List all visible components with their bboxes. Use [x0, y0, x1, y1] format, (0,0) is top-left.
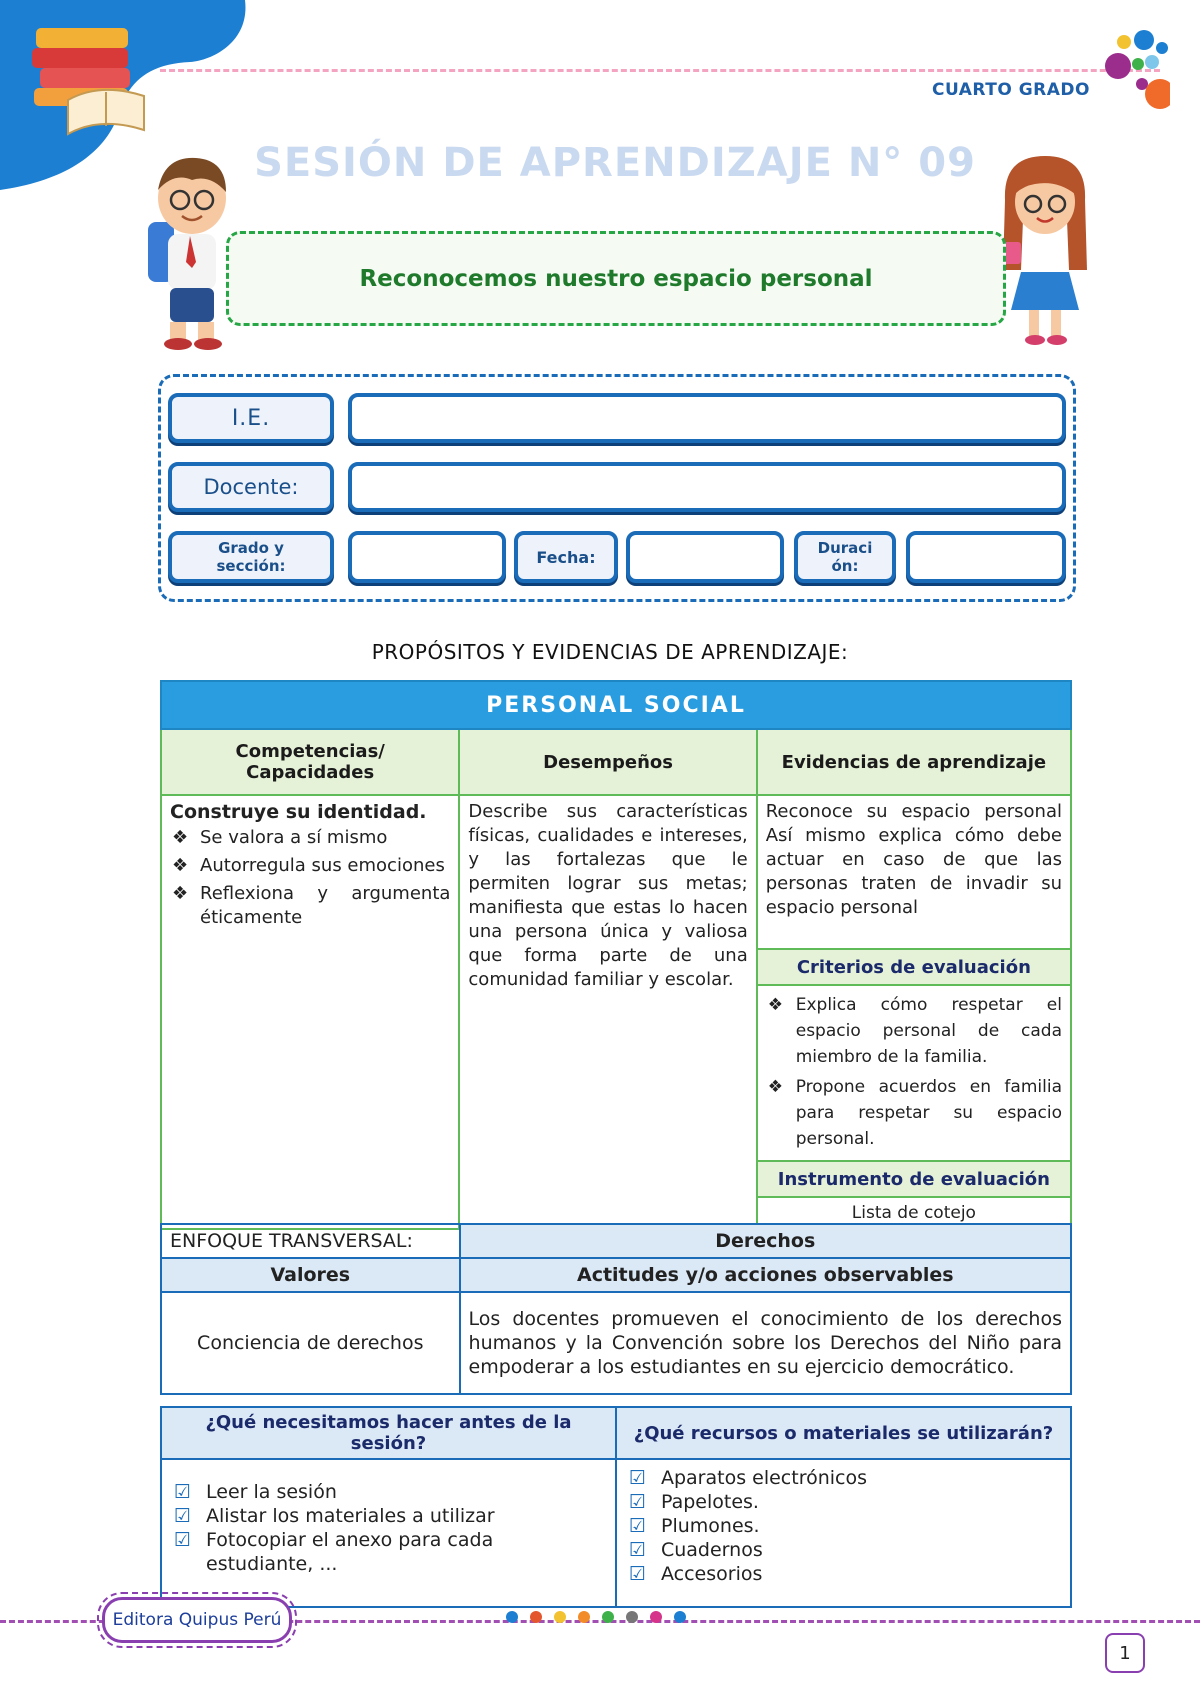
list-item	[627, 1466, 1060, 1490]
checkbox-icon: ☑	[174, 1505, 192, 1527]
col-competencias-line2: Capacidades	[246, 762, 375, 783]
grado-seccion-input[interactable]	[348, 531, 506, 583]
capacidad-text: Reflexiona y argumenta éticamente	[200, 883, 451, 928]
list-item	[627, 1538, 1060, 1562]
recurso-text: Accesorios	[660, 1563, 763, 1585]
girl-student-illustration	[995, 150, 1095, 350]
books-icon	[28, 22, 153, 137]
antes-header: ¿Qué necesitamos hacer antes de la sesión?	[161, 1407, 616, 1459]
boy-student-illustration	[140, 150, 240, 350]
fecha-label: Fecha:	[514, 531, 618, 583]
instrumento-label: Instrumento de evaluación	[757, 1161, 1071, 1197]
list-item	[172, 1528, 605, 1576]
session-subtitle-box	[226, 231, 1006, 326]
header-dashed-line	[160, 69, 1160, 72]
ie-input[interactable]	[348, 393, 1066, 443]
list-item: ❖ Autorregula sus emociones	[172, 855, 445, 876]
fecha-input[interactable]	[626, 531, 784, 583]
list-item: ❖ Propone acuerdos en familia para respetar su espacio personal.	[767, 1077, 1062, 1149]
recurso-text: Papelotes.	[660, 1491, 759, 1513]
antes-text: Leer la sesión	[206, 1481, 337, 1503]
grado-label-line2: sección:	[216, 557, 286, 575]
personal-social-table	[160, 680, 1072, 1230]
capacidad-text: Autorregula sus emociones	[200, 855, 445, 876]
col-desempenos: Desempeños	[459, 729, 756, 795]
checkbox-icon: ☑	[628, 1539, 647, 1561]
list-item	[627, 1514, 1060, 1538]
duracion-label-line2: ón:	[831, 557, 859, 575]
grado-label-line1: Grado y	[218, 539, 284, 557]
enfoque-table	[160, 1223, 1072, 1395]
criterios-label: Criterios de evaluación	[757, 949, 1071, 985]
checkbox-icon: ☑	[628, 1515, 647, 1537]
colored-pins-decoration	[500, 1608, 690, 1634]
checkbox-icon: ☑	[174, 1529, 192, 1551]
valores-label: Valores	[161, 1258, 460, 1292]
recurso-text: Cuadernos	[660, 1539, 763, 1561]
desempeno-cell: Describe sus características físicas, cualidades e intereses, y las fortalezas que le permiten lograr sus metas; manifiesta que estas lo hacen una persona única y valiosa que forma parte de una comunidad familiar y escolar.	[459, 795, 756, 1229]
preparacion-table	[160, 1406, 1072, 1608]
instrumento-value: Lista de cotejo	[757, 1197, 1071, 1229]
section-heading: PROPÓSITOS Y EVIDENCIAS DE APRENDIZAJE:	[371, 640, 849, 664]
publisher-badge: Editora Quipus Perú	[102, 1597, 292, 1643]
col-competencias-line1: Competencias/	[235, 741, 385, 762]
recursos-cell	[616, 1459, 1071, 1607]
docente-label: Docente:	[168, 462, 334, 512]
list-item	[172, 1480, 605, 1504]
criterios-cell	[757, 985, 1071, 1161]
page-number: 1	[1105, 1633, 1145, 1673]
checkbox-icon: ☑	[628, 1491, 647, 1513]
list-item	[627, 1562, 1060, 1586]
docente-input[interactable]	[348, 462, 1066, 512]
ie-label: I.E.	[168, 393, 334, 443]
area-band: PERSONAL SOCIAL	[161, 681, 1071, 729]
enfoque-label: ENFOQUE TRANSVERSAL:	[161, 1224, 460, 1258]
competencia-title: Construye su identidad.	[170, 801, 427, 823]
actitudes-label: Actitudes y/o acciones observables	[460, 1258, 1071, 1292]
list-item	[172, 1504, 605, 1528]
colored-dots-icon	[1080, 28, 1170, 113]
duracion-input[interactable]	[906, 531, 1066, 583]
list-item: ❖ Explica cómo respetar el espacio personal de cada miembro de la familia.	[767, 995, 1062, 1067]
recursos-list	[627, 1466, 1060, 1586]
enfoque-name: Derechos	[460, 1224, 1071, 1258]
criterios-list	[766, 992, 1062, 1152]
antes-list	[172, 1480, 605, 1576]
capacidad-text: Se valora a sí mismo	[200, 827, 388, 848]
recurso-text: Plumones.	[660, 1515, 760, 1537]
antes-text: Alistar los materiales a utilizar	[206, 1505, 495, 1527]
antes-text: Fotocopiar el anexo para cada estudiante, ...	[206, 1529, 494, 1575]
list-item: ❖ Reflexiona y argumenta éticamente	[172, 883, 451, 928]
checkbox-icon: ☑	[628, 1467, 647, 1489]
recurso-text: Aparatos electrónicos	[660, 1467, 868, 1489]
duracion-label	[794, 531, 896, 583]
valor-cell: Conciencia de derechos	[161, 1292, 460, 1394]
evidencia-cell: Reconoce su espacio personal Así mismo explica cómo debe actuar en caso de que las personas traten de invadir su espacio personal	[757, 795, 1071, 949]
capacidades-list	[170, 826, 450, 930]
criterio-text: Propone acuerdos en familia para respetar su espacio personal.	[795, 1077, 1062, 1149]
list-item	[627, 1490, 1060, 1514]
session-subtitle: Reconocemos nuestro espacio personal	[359, 265, 873, 292]
recursos-header: ¿Qué recursos o materiales se utilizarán?	[616, 1407, 1071, 1459]
duracion-label-line1: Duraci	[817, 539, 873, 557]
col-evidencias: Evidencias de aprendizaje	[757, 729, 1071, 795]
antes-cell	[161, 1459, 616, 1607]
page-title: SESIÓN DE APRENDIZAJE N° 09	[254, 140, 976, 186]
checkbox-icon: ☑	[628, 1563, 647, 1585]
criterio-text: Explica cómo respetar el espacio personal de cada miembro de la familia.	[795, 995, 1062, 1067]
competencias-cell	[161, 795, 459, 1229]
checkbox-icon: ☑	[174, 1481, 192, 1503]
grade-label: CUARTO GRADO	[932, 80, 1090, 100]
grado-seccion-label	[168, 531, 334, 583]
list-item: ❖ Se valora a sí mismo	[172, 827, 388, 848]
actitud-cell: Los docentes promueven el conocimiento de los derechos humanos y la Convención sobre los Derechos del Niño para empoderar a los estudiantes en su ejercicio democrático.	[460, 1292, 1071, 1394]
col-competencias	[161, 729, 459, 795]
